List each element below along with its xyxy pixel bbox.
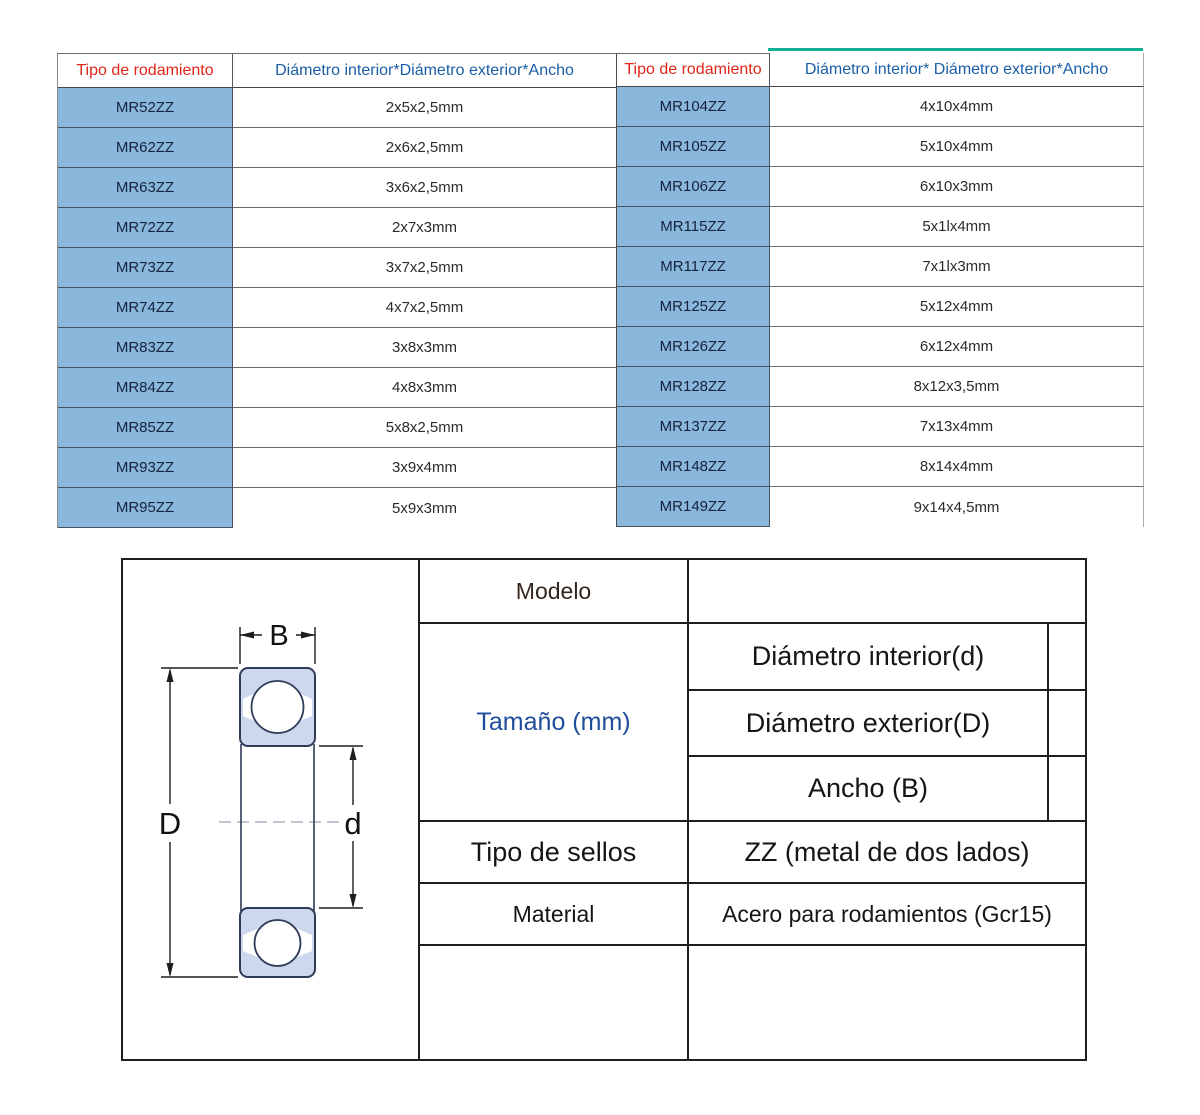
bearing-model: MR85ZZ (58, 408, 233, 448)
column-header-type: Tipo de rodamiento (617, 53, 770, 87)
table-header-row (58, 54, 616, 88)
table-row (617, 167, 1144, 207)
bearing-model: MR72ZZ (58, 208, 233, 248)
bearing-model: MR84ZZ (58, 368, 233, 408)
bearing-size: 5x9x3mm (391, 499, 458, 517)
bearing-table-right (616, 53, 1144, 527)
table-row (58, 88, 616, 128)
table-row (617, 487, 1144, 527)
dim-label-outer-diameter: D (158, 806, 182, 841)
bearing-model: MR73ZZ (58, 248, 233, 288)
bearing-model: MR95ZZ (58, 488, 233, 528)
table-row (58, 368, 616, 408)
column-header-type: Tipo de rodamiento (58, 54, 233, 88)
table-row (617, 127, 1144, 167)
bearing-model: MR62ZZ (58, 128, 233, 168)
bearing-table-left (57, 53, 616, 528)
bearing-model: MR63ZZ (58, 168, 233, 208)
spec-outer-diameter: Diámetro exterior(D) (745, 707, 991, 738)
spec-label-material: Material (512, 900, 595, 927)
spec-box (121, 558, 1087, 1061)
bearing-top-section (240, 668, 315, 746)
spec-material-value: Acero para rodamientos (Gcr15) (722, 900, 1052, 927)
bearing-size: 7x1lx3mm (770, 247, 1144, 287)
divider (418, 944, 1085, 946)
table-row (617, 287, 1144, 327)
bearing-model: MR74ZZ (58, 288, 233, 328)
table-row (617, 247, 1144, 287)
table-row (617, 207, 1144, 247)
bearing-model: MR93ZZ (58, 448, 233, 488)
bearing-size: 6x10x3mm (770, 167, 1144, 207)
table-row (58, 208, 616, 248)
bearing-size: 5x10x4mm (770, 127, 1144, 167)
bearing-size: 3x7x2,5mm (233, 248, 616, 288)
bearing-size: 8x14x4mm (770, 447, 1144, 487)
spec-seal-value: ZZ (metal de dos lados) (744, 836, 1030, 867)
bearing-model: MR104ZZ (617, 87, 770, 127)
bearing-model: MR83ZZ (58, 328, 233, 368)
bearing-size: 5x8x2,5mm (233, 408, 616, 448)
bearing-model: MR148ZZ (617, 447, 770, 487)
bearing-model: MR105ZZ (617, 127, 770, 167)
bearing-size: 3x8x3mm (233, 328, 616, 368)
bearing-diagram (123, 560, 418, 1059)
bearing-size: 4x10x4mm (770, 87, 1144, 127)
bearing-size: 3x9x4mm (233, 448, 616, 488)
bearing-size: 3x6x2,5mm (233, 168, 616, 208)
table-row (617, 447, 1144, 487)
bearing-size: 7x13x4mm (770, 407, 1144, 447)
spec-label-seal-type: Tipo de sellos (470, 836, 637, 867)
divider (1047, 622, 1049, 822)
spec-label-model: Modelo (515, 577, 592, 604)
bearing-model: MR137ZZ (617, 407, 770, 447)
bearing-model: MR115ZZ (617, 207, 770, 247)
table-row (58, 288, 616, 328)
bearing-size: 5x12x4mm (770, 287, 1144, 327)
spec-width-row: Ancho (B) (807, 773, 929, 803)
bearing-model: MR149ZZ (617, 487, 770, 527)
bearing-size: 5x1lx4mm (770, 207, 1144, 247)
dim-label-inner-diameter: d (344, 806, 362, 841)
column-header-dims: Diámetro interior*Diámetro exterior*Ancho (233, 54, 616, 88)
table-row (617, 87, 1144, 127)
column-header-dims: Diámetro interior* Diámetro exterior*Ancho (770, 53, 1144, 87)
teal-accent-bar (768, 48, 1143, 51)
table-row (58, 488, 616, 528)
table-row (58, 408, 616, 448)
bearing-size: 6x12x4mm (770, 327, 1144, 367)
table-row (617, 407, 1144, 447)
table-row (58, 448, 616, 488)
spec-label-size: Tamaño (mm) (476, 707, 631, 736)
bearing-model: MR128ZZ (617, 367, 770, 407)
table-row (58, 128, 616, 168)
bearing-size: 2x7x3mm (233, 208, 616, 248)
bearing-bottom-section (240, 908, 315, 977)
bearing-size: 9x14x4,5mm (770, 487, 1144, 527)
bearing-model: MR125ZZ (617, 287, 770, 327)
table-row (617, 367, 1144, 407)
table-header-row (617, 53, 1144, 87)
table-row (617, 327, 1144, 367)
bearing-size: 8x12x3,5mm (770, 367, 1144, 407)
table-row (58, 328, 616, 368)
bearing-model: MR52ZZ (58, 88, 233, 128)
bearing-size: 2x5x2,5mm (233, 88, 616, 128)
bearing-model: MR126ZZ (617, 327, 770, 367)
bearing-model: MR117ZZ (617, 247, 770, 287)
table-row (58, 248, 616, 288)
spec-inner-diameter: Diámetro interior(d) (751, 641, 985, 671)
bearing-model: MR106ZZ (617, 167, 770, 207)
bearing-size: 2x6x2,5mm (233, 128, 616, 168)
bearing-size: 4x8x3mm (233, 368, 616, 408)
bearing-size: 4x7x2,5mm (233, 288, 616, 328)
table-row (58, 168, 616, 208)
dim-label-width-b: B (269, 620, 289, 652)
